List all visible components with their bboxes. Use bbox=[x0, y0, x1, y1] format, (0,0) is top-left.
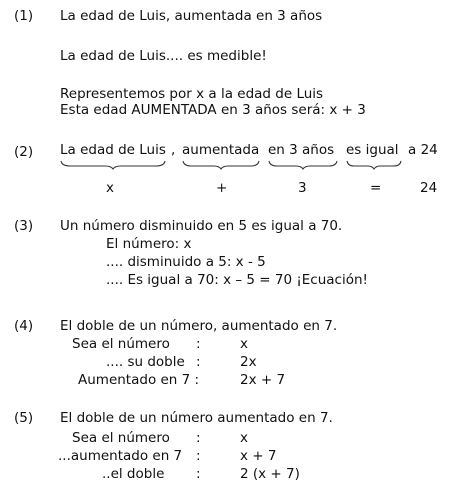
phrase-segment-subject: La edad de Luis bbox=[60, 142, 166, 158]
section-4-statement: El doble de un número, aumentado en 7. bbox=[60, 318, 338, 334]
section-4-label-1: Sea el número bbox=[72, 336, 170, 352]
section-5-value-1: x bbox=[240, 430, 248, 446]
phrase-segment-amount: en 3 años bbox=[268, 142, 335, 158]
section-3-number: (3) bbox=[14, 218, 34, 234]
section-5-number: (5) bbox=[14, 410, 34, 426]
section-4-colon-2: : bbox=[196, 354, 201, 370]
section-5-value-2: x + 7 bbox=[240, 448, 277, 464]
symbol-plus: + bbox=[216, 180, 228, 196]
phrase-segment-increase: aumentada bbox=[182, 142, 260, 158]
underbrace-increase bbox=[182, 160, 260, 169]
symbol-equals: = bbox=[370, 180, 382, 196]
section-4-value-1: x bbox=[240, 336, 248, 352]
section-5-statement: El doble de un número aumentado en 7. bbox=[60, 410, 333, 426]
section-4-label-2: .... su doble bbox=[106, 354, 185, 370]
section-5-value-3: 2 (x + 7) bbox=[240, 466, 300, 482]
symbol-x: x bbox=[106, 180, 114, 196]
symbol-three: 3 bbox=[298, 180, 307, 196]
section-1-number: (1) bbox=[14, 8, 34, 24]
section-3-step-2: .... disminuido a 5: x - 5 bbox=[106, 254, 266, 270]
section-5-label-3: ..el doble bbox=[102, 466, 165, 482]
section-4-value-2: 2x bbox=[240, 354, 257, 370]
section-5-label-2: ...aumentado en 7 bbox=[58, 448, 183, 464]
section-3-step-3: .... Es igual a 70: x – 5 = 70 ¡Ecuación! bbox=[106, 272, 368, 288]
phrase-segment-equals: es igual bbox=[346, 142, 399, 158]
section-4-number: (4) bbox=[14, 318, 34, 334]
section-3-step-1: El número: x bbox=[106, 236, 192, 252]
section-4-value-3: 2x + 7 bbox=[240, 372, 286, 388]
section-1-expression: Esta edad AUMENTADA en 3 años será: x + 3 bbox=[60, 102, 366, 118]
underbrace-amount bbox=[268, 160, 338, 169]
phrase-segment-comma: , bbox=[171, 142, 176, 158]
section-5-colon-2: : bbox=[196, 448, 201, 464]
section-5-colon-1: : bbox=[196, 430, 201, 446]
section-3-statement: Un número disminuido en 5 es igual a 70. bbox=[60, 218, 343, 234]
section-1-representation: Representemos por x a la edad de Luis bbox=[60, 86, 324, 102]
section-4-label-3: Aumentado en 7 : bbox=[78, 372, 200, 388]
section-1-statement: La edad de Luis, aumentada en 3 años bbox=[60, 8, 323, 24]
symbol-twenty-four: 24 bbox=[420, 180, 438, 196]
phrase-segment-result: a 24 bbox=[408, 142, 438, 158]
underbrace-subject bbox=[60, 160, 166, 169]
section-4-colon-1: : bbox=[196, 336, 201, 352]
section-5-label-1: Sea el número bbox=[72, 430, 170, 446]
section-5-colon-3: : bbox=[196, 466, 201, 482]
section-1-note: La edad de Luis.... es medible! bbox=[60, 48, 267, 64]
section-2-number: (2) bbox=[14, 144, 34, 160]
underbrace-equals bbox=[346, 160, 402, 169]
